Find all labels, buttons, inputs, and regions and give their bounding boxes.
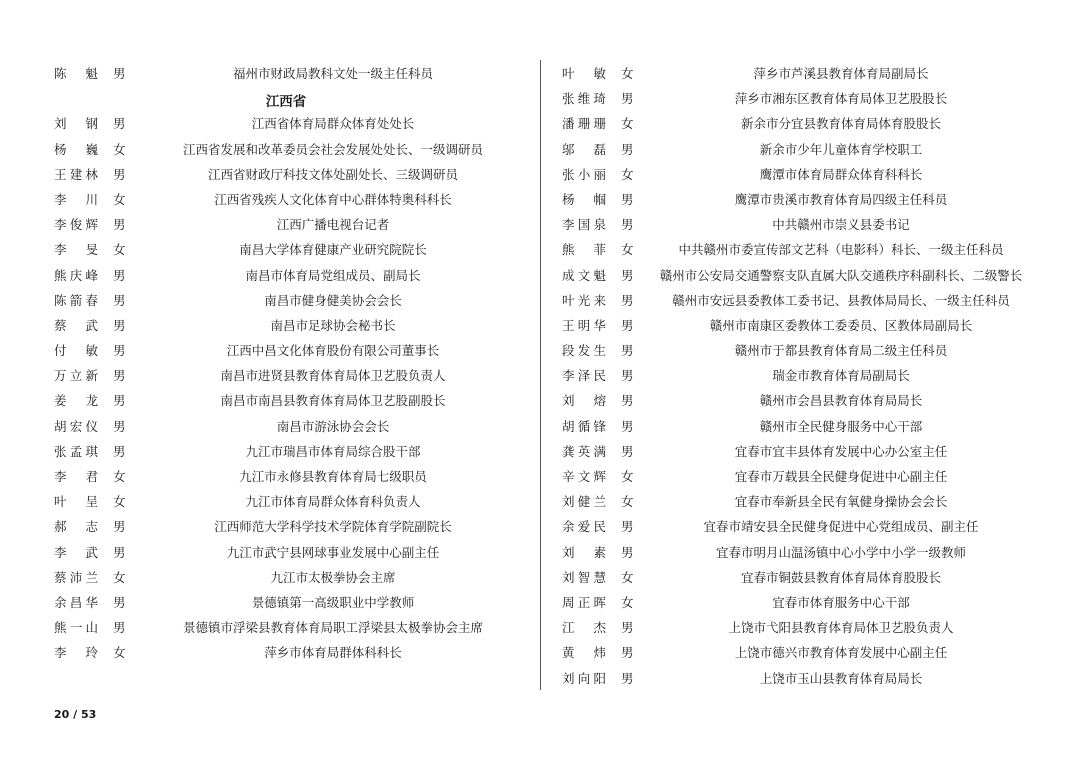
list-row [541, 540, 1080, 565]
person-gender: 男 [621, 343, 634, 359]
person-position: 九江市瑞昌市体育局综合股干部 [245, 443, 421, 459]
person-position: 景德镇第一高级职业中学教师 [251, 594, 415, 610]
person-gender: 男 [621, 544, 634, 560]
person-position: 宜春市靖安县全民健身促进中心党组成员、副主任 [703, 519, 979, 535]
person-position: 瑞金市教育体育局副局长 [772, 368, 910, 384]
person-gender: 男 [113, 368, 126, 384]
person-position: 江西省体育局群众体育处处长 [251, 116, 415, 132]
person-name: 潘珊珊 [562, 116, 606, 132]
person-position: 南昌市进贤县教育体育局体卫艺股负责人 [220, 368, 446, 384]
person-gender: 女 [621, 494, 634, 510]
person-name: 熊一山 [54, 620, 98, 636]
person-position: 鹰潭市体育局群众体育科科长 [759, 166, 923, 182]
person-position: 萍乡市芦溪县教育体育局副局长 [753, 66, 929, 81]
person-name: 熊 菲 [562, 242, 606, 258]
list-row [541, 590, 1080, 615]
person-position: 江西省残疾人文化体育中心群体特奥科科长 [214, 191, 452, 207]
person-position: 赣州市会昌县教育体育局局长 [759, 393, 923, 409]
list-row [541, 187, 1080, 212]
list-row [0, 111, 540, 136]
person-position: 宜春市宜丰县体育发展中心办公室主任 [734, 443, 948, 459]
person-position: 景德镇市浮梁县教育体育局职工浮梁县太极拳协会主席 [182, 620, 483, 636]
person-position: 新余市分宜县教育体育局体育股股长 [740, 116, 941, 132]
person-position: 萍乡市体育局群体科科长 [264, 645, 402, 661]
person-gender: 男 [621, 645, 634, 661]
person-position: 南昌市足球协会秘书长 [270, 317, 396, 333]
list-row [0, 61, 540, 86]
person-position: 中共赣州市崇义县委书记 [772, 217, 910, 233]
person-name: 叶 敏 [562, 66, 606, 81]
person-gender: 男 [113, 66, 126, 81]
person-name: 叶 呈 [54, 494, 98, 510]
person-name: 杨 巍 [54, 141, 98, 157]
list-row [541, 338, 1080, 363]
person-name: 王明华 [562, 317, 606, 333]
person-gender: 男 [621, 393, 634, 409]
person-name: 李 旻 [54, 242, 98, 258]
person-position: 赣州市于都县教育体育局二级主任科员 [734, 343, 948, 359]
person-position: 福州市财政局教科文处一级主任科员 [232, 66, 433, 81]
person-gender: 男 [621, 191, 634, 207]
person-gender: 男 [621, 91, 634, 107]
person-gender: 女 [621, 166, 634, 182]
list-row [541, 61, 1080, 86]
person-position: 九江市永修县教育体育局七级职员 [239, 469, 427, 484]
person-position: 中共赣州市委宣传部文艺科（电影科）科长、一级主任科员 [678, 242, 1004, 258]
list-row [541, 414, 1080, 439]
person-gender: 男 [113, 217, 126, 233]
person-position: 南昌市体育局党组成员、副局长 [245, 267, 421, 283]
person-name: 万立新 [54, 368, 98, 384]
person-name: 刘 钢 [54, 116, 98, 132]
list-row [541, 313, 1080, 338]
list-row [541, 137, 1080, 162]
person-position: 鹰潭市贵溪市教育体育局四级主任科员 [734, 191, 948, 207]
list-row [541, 212, 1080, 237]
list-row [0, 640, 540, 665]
person-name: 李泽民 [562, 368, 606, 384]
person-gender: 男 [621, 267, 634, 283]
person-gender: 女 [621, 469, 634, 484]
person-position: 上饶市弋阳县教育体育局体卫艺股负责人 [728, 620, 954, 636]
person-name: 李 川 [54, 191, 98, 207]
person-name: 胡循锋 [562, 418, 606, 434]
person-name: 李国泉 [562, 217, 606, 233]
person-position: 赣州市南康区委教体工委委员、区教体局副局长 [709, 317, 973, 333]
person-name: 江 杰 [562, 620, 606, 636]
list-row [0, 414, 540, 439]
right-list [541, 61, 1080, 691]
person-gender: 女 [621, 242, 634, 258]
person-position: 江西广播电视台记者 [276, 217, 390, 233]
list-row [541, 363, 1080, 388]
list-row [541, 615, 1080, 640]
person-gender: 男 [113, 292, 126, 308]
person-gender: 女 [113, 242, 126, 258]
person-name: 王建林 [54, 166, 98, 182]
person-gender: 女 [113, 494, 126, 510]
person-gender: 男 [113, 267, 126, 283]
list-row [0, 464, 540, 489]
left-column [0, 61, 540, 666]
person-gender: 男 [113, 393, 126, 409]
person-name: 黄 炜 [562, 645, 606, 661]
list-row [541, 237, 1080, 262]
person-name: 刘向阳 [562, 670, 606, 686]
person-gender: 男 [621, 670, 634, 686]
person-name: 余昌华 [54, 594, 98, 610]
list-row [541, 439, 1080, 464]
person-gender: 男 [621, 317, 634, 333]
person-name: 陈箭春 [54, 292, 98, 308]
person-gender: 男 [113, 317, 126, 333]
person-name: 姜 龙 [54, 393, 98, 409]
person-gender: 男 [113, 443, 126, 459]
left-bottom-list [0, 111, 540, 665]
person-gender: 女 [621, 66, 634, 81]
list-row [0, 388, 540, 413]
person-position: 江西中昌文化体育股份有限公司董事长 [226, 343, 440, 359]
person-name: 杨 帼 [562, 191, 606, 207]
person-name: 邬 磊 [562, 141, 606, 157]
person-position: 南昌市游泳协会会长 [276, 418, 390, 434]
list-row [0, 590, 540, 615]
person-name: 叶光来 [562, 292, 606, 308]
person-position: 南昌市南昌县教育体育局体卫艺股副股长 [220, 393, 446, 409]
person-position: 江西省发展和改革委员会社会发展处处长、一级调研员 [182, 141, 483, 157]
person-name: 张维琦 [562, 91, 606, 107]
list-row [541, 640, 1080, 665]
right-column [541, 61, 1080, 691]
list-row [0, 615, 540, 640]
person-gender: 男 [113, 166, 126, 182]
list-row [0, 565, 540, 590]
list-row [0, 187, 540, 212]
list-row [0, 313, 540, 338]
list-row [541, 464, 1080, 489]
person-gender: 男 [621, 368, 634, 384]
person-position: 赣州市公安局交通警察支队直属大队交通秩序科副科长、二级警长 [659, 267, 1023, 283]
section-title: 江西省 [265, 94, 307, 111]
person-position: 南昌市健身健美协会会长 [264, 292, 402, 308]
person-name: 胡宏仪 [54, 418, 98, 434]
person-name: 蔡 武 [54, 317, 98, 333]
list-row [541, 162, 1080, 187]
person-name: 刘智慧 [562, 569, 606, 585]
person-name: 张孟琪 [54, 443, 98, 459]
person-position: 南昌大学体育健康产业研究院院长 [239, 242, 427, 258]
person-position: 宜春市万载县全民健身促进中心副主任 [734, 469, 948, 484]
person-gender: 女 [113, 469, 126, 484]
person-gender: 男 [113, 544, 126, 560]
person-gender: 女 [113, 569, 126, 585]
person-position: 江西省财政厅科技文体处副处长、三级调研员 [207, 166, 458, 182]
person-position: 上饶市德兴市教育体育发展中心副主任 [734, 645, 948, 661]
person-gender: 女 [113, 191, 126, 207]
person-gender: 女 [113, 645, 126, 661]
person-position: 宜春市明月山温汤镇中心小学中小学一级教师 [715, 544, 966, 560]
person-gender: 男 [113, 343, 126, 359]
person-name: 张小丽 [562, 166, 606, 182]
list-row [0, 489, 540, 514]
list-row [0, 212, 540, 237]
person-name: 刘 熔 [562, 393, 606, 409]
section-row [0, 86, 540, 111]
person-name: 周正晖 [562, 594, 606, 610]
person-name: 熊庆峰 [54, 267, 98, 283]
list-row [541, 111, 1080, 136]
person-name: 陈 魁 [54, 66, 98, 81]
page-number: 20 / 53 [54, 708, 97, 721]
person-position: 宜春市体育服务中心干部 [772, 594, 910, 610]
list-row [0, 137, 540, 162]
person-gender: 女 [621, 116, 634, 132]
person-gender: 女 [621, 594, 634, 610]
list-row [541, 514, 1080, 539]
person-gender: 男 [621, 141, 634, 157]
person-gender: 女 [621, 569, 634, 585]
person-gender: 男 [621, 292, 634, 308]
person-gender: 男 [113, 519, 126, 535]
list-row [541, 86, 1080, 111]
person-gender: 男 [113, 418, 126, 434]
person-name: 郝 志 [54, 519, 98, 535]
list-row [541, 263, 1080, 288]
person-position: 上饶市玉山县教育体育局局长 [759, 670, 923, 686]
person-gender: 男 [621, 443, 634, 459]
list-row [0, 363, 540, 388]
person-position: 赣州市安远县委教体工委书记、县教体局局长、一级主任科员 [672, 292, 1010, 308]
person-name: 蔡沛兰 [54, 569, 98, 585]
list-row [541, 288, 1080, 313]
person-position: 宜春市奉新县全民有氧健身操协会会长 [734, 494, 948, 510]
person-gender: 男 [621, 418, 634, 434]
person-name: 刘健兰 [562, 494, 606, 510]
list-row [0, 263, 540, 288]
person-position: 九江市体育局群众体育科负责人 [245, 494, 421, 510]
person-gender: 男 [113, 116, 126, 132]
person-name: 李 君 [54, 469, 98, 484]
person-gender: 男 [621, 620, 634, 636]
person-position: 九江市武宁县网球事业发展中心副主任 [226, 544, 440, 560]
person-position: 江西师范大学科学技术学院体育学院副院长 [214, 519, 452, 535]
list-row [0, 514, 540, 539]
list-row [541, 666, 1080, 691]
person-name: 段发生 [562, 343, 606, 359]
person-name: 李俊辉 [54, 217, 98, 233]
list-row [0, 162, 540, 187]
list-row [0, 439, 540, 464]
person-position: 宜春市铜鼓县教育体育局体育股股长 [740, 569, 941, 585]
person-name: 成文魁 [562, 267, 606, 283]
list-row [541, 489, 1080, 514]
person-gender: 男 [621, 217, 634, 233]
person-name: 付 敏 [54, 343, 98, 359]
person-name: 李 玲 [54, 645, 98, 661]
list-row [0, 540, 540, 565]
person-gender: 男 [113, 594, 126, 610]
person-name: 余爱民 [562, 519, 606, 535]
person-gender: 男 [113, 620, 126, 636]
person-position: 九江市太极拳协会主席 [270, 569, 396, 585]
list-row [541, 388, 1080, 413]
left-top-list [0, 61, 540, 86]
list-row [0, 288, 540, 313]
person-name: 辛文辉 [562, 469, 606, 484]
person-name: 刘 素 [562, 544, 606, 560]
person-name: 龚英满 [562, 443, 606, 459]
list-row [541, 565, 1080, 590]
list-row [0, 237, 540, 262]
person-gender: 男 [621, 519, 634, 535]
person-name: 李 武 [54, 544, 98, 560]
person-position: 新余市少年儿童体育学校职工 [759, 141, 923, 157]
person-position: 萍乡市湘东区教育体育局体卫艺股股长 [734, 91, 948, 107]
person-gender: 女 [113, 141, 126, 157]
list-row [0, 338, 540, 363]
person-position: 赣州市全民健身服务中心干部 [759, 418, 923, 434]
